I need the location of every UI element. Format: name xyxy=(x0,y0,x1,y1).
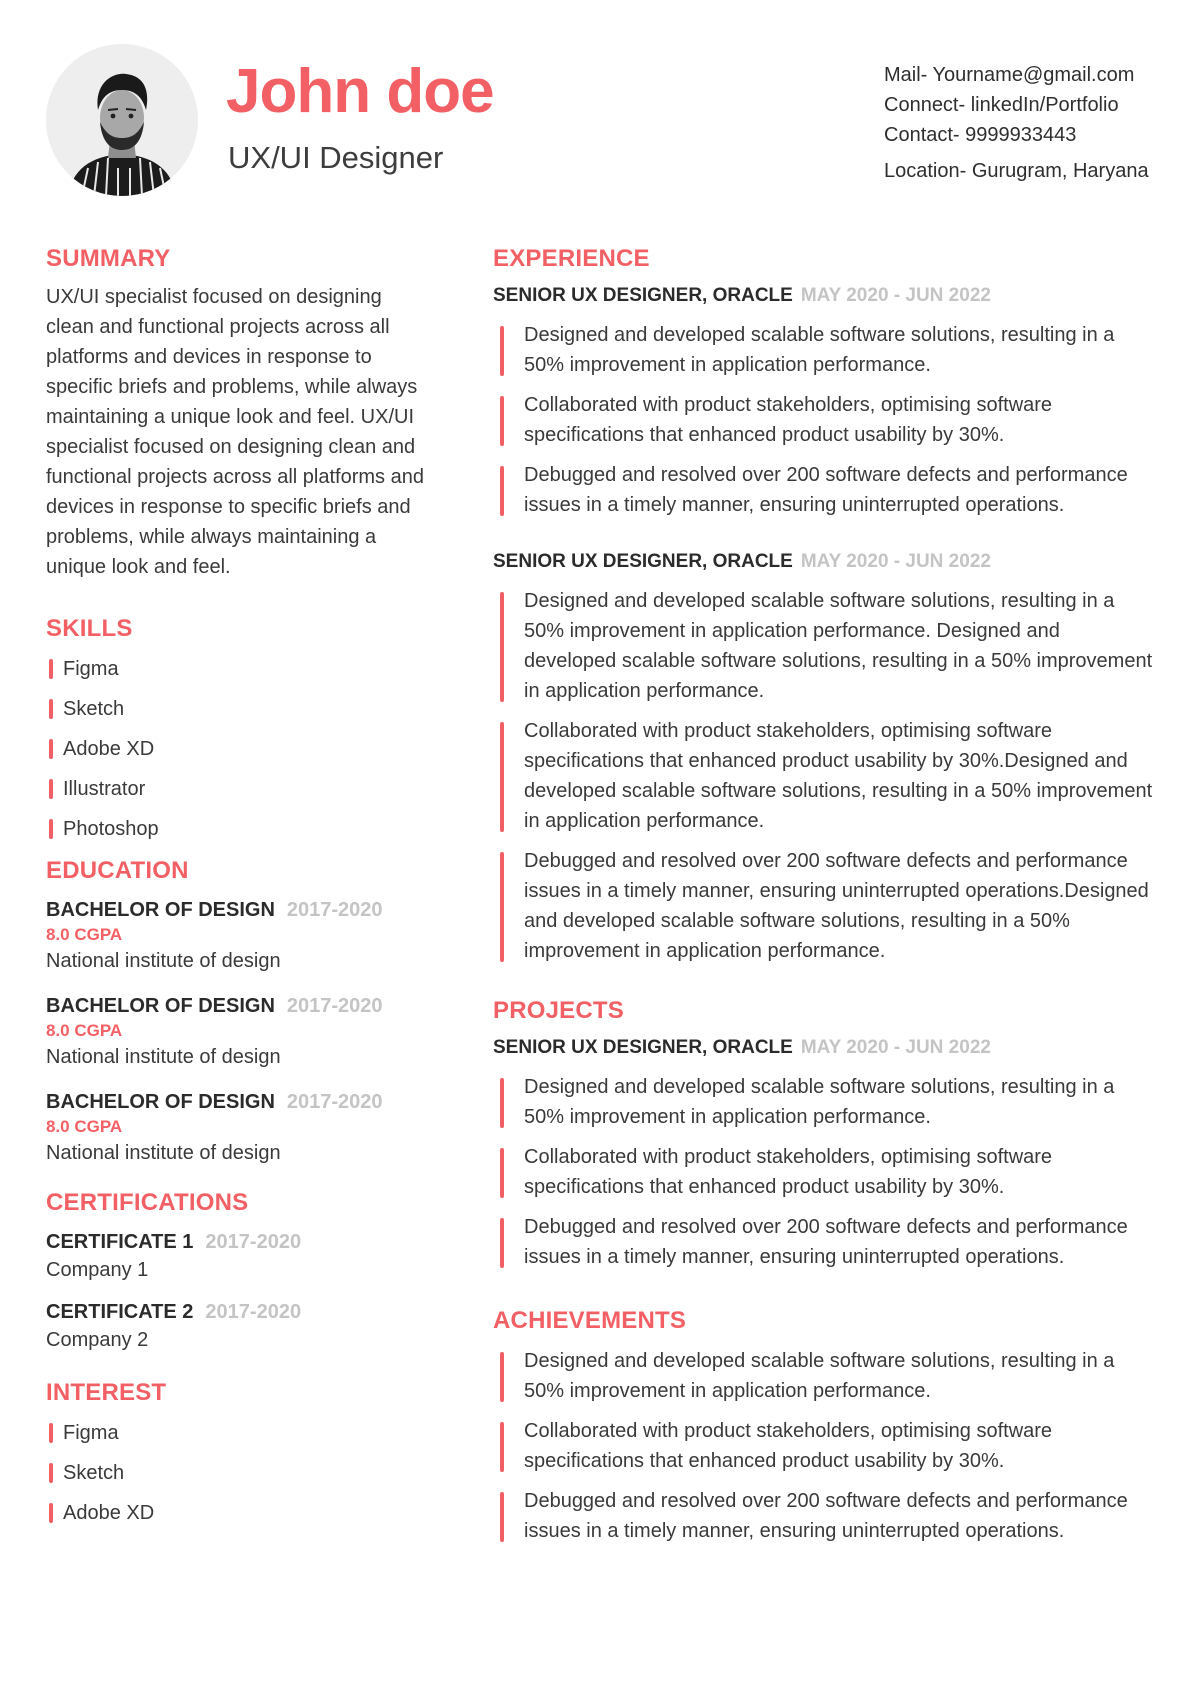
skill-label: Adobe XD xyxy=(63,737,155,760)
candidate-name: John doe xyxy=(226,57,494,126)
bullet-text: Designed and developed scalable software solutions, resulting in a 50% improvement in application performance. xyxy=(524,324,1115,376)
experience-job xyxy=(493,548,1153,966)
education-item xyxy=(46,992,426,1072)
interest-label: Adobe XD xyxy=(63,1501,155,1524)
skill-label: Illustrator xyxy=(63,777,146,800)
education-item xyxy=(46,1088,426,1168)
degree-cgpa: 8.0 CGPA xyxy=(46,1117,123,1136)
education-item xyxy=(46,896,426,976)
experience-section xyxy=(493,244,1153,966)
skill-item xyxy=(46,734,426,764)
certificate-name: CERTIFICATE 1 xyxy=(46,1231,194,1253)
bullet-bar-icon xyxy=(49,1463,53,1483)
project-heading xyxy=(493,1034,1153,1062)
bullet-bar-icon xyxy=(500,722,504,832)
achievements-title: ACHIEVEMENTS xyxy=(493,1307,687,1334)
bullet-bar-icon xyxy=(49,1423,53,1443)
interest-label: Figma xyxy=(63,1421,119,1444)
job-bullet xyxy=(493,460,1153,520)
right-column xyxy=(493,244,1153,1546)
contact-location: Location- Gurugram, Haryana xyxy=(884,160,1149,182)
interest-list xyxy=(46,1418,426,1528)
degree-years: 2017-2020 xyxy=(286,899,383,921)
job-title: SENIOR UX DESIGNER, ORACLE xyxy=(493,551,793,572)
left-column xyxy=(46,244,426,1538)
interest-label: Sketch xyxy=(63,1461,125,1484)
bullet-text: Designed and developed scalable software solutions, resulting in a 50% improvement in application performance. Designed and developed scalable software solutions, resulting in a 50% improvement in application performance. xyxy=(524,590,1153,702)
interest-item xyxy=(46,1498,426,1528)
bullet-text: Collaborated with product stakeholders, optimising software specifications that enhanced product usability by 30%. xyxy=(524,394,1053,446)
certificate-heading xyxy=(46,1298,426,1326)
certificate-name: CERTIFICATE 2 xyxy=(46,1301,194,1323)
contact-mail: Mail- Yourname@gmail.com xyxy=(884,64,1135,86)
bullet-bar-icon xyxy=(49,1503,53,1523)
contact-block xyxy=(884,60,1149,186)
skill-label: Figma xyxy=(63,657,119,680)
projects-title: PROJECTS xyxy=(493,997,624,1024)
bullet-text: Designed and developed scalable software solutions, resulting in a 50% improvement in application performance. xyxy=(524,1076,1115,1128)
summary-text: UX/UI specialist focused on designing clean and functional projects across all platforms and devices in response to specific briefs and problems, while always maintaining a unique look and feel. UX/UI specialist focused on designing clean and functional projects across all platforms and devices in response to specific briefs and problems, while always maintaining a unique look and feel. xyxy=(46,286,424,578)
project-bullet xyxy=(493,1072,1153,1132)
certifications-title: CERTIFICATIONS xyxy=(46,1189,249,1216)
degree-name: BACHELOR OF DESIGN xyxy=(46,995,275,1017)
bullet-bar-icon xyxy=(500,1492,504,1542)
job-heading xyxy=(493,282,1153,310)
bullet-bar-icon xyxy=(500,1422,504,1472)
project-bullet xyxy=(493,1142,1153,1202)
bullet-bar-icon xyxy=(500,1352,504,1402)
bullet-bar-icon xyxy=(49,699,53,719)
interest-item xyxy=(46,1418,426,1448)
resume-header xyxy=(0,0,1190,220)
bullet-text: Debugged and resolved over 200 software defects and performance issues in a timely manner, ensuring uninterrupted operations. xyxy=(524,1216,1128,1268)
bullet-bar-icon xyxy=(500,852,504,962)
achievement-bullet xyxy=(493,1416,1153,1476)
job-bullet xyxy=(493,716,1153,836)
contact-phone: Contact- 9999933443 xyxy=(884,124,1077,146)
bullet-bar-icon xyxy=(49,739,53,759)
job-bullet xyxy=(493,320,1153,380)
job-bullet xyxy=(493,846,1153,966)
degree-institute: National institute of design xyxy=(46,950,281,972)
projects-section xyxy=(493,996,1153,1272)
education-section xyxy=(46,856,426,1168)
skill-item xyxy=(46,814,426,844)
skills-title: SKILLS xyxy=(46,615,133,642)
skill-label: Sketch xyxy=(63,697,125,720)
job-title: SENIOR UX DESIGNER, ORACLE xyxy=(493,285,793,306)
skills-list xyxy=(46,654,426,844)
job-bullet xyxy=(493,390,1153,450)
certificate-years: 2017-2020 xyxy=(205,1301,302,1323)
project-dates: MAY 2020 - JUN 2022 xyxy=(800,1037,991,1058)
certification-item xyxy=(46,1298,426,1354)
education-title: EDUCATION xyxy=(46,857,189,884)
skill-item xyxy=(46,774,426,804)
degree-institute: National institute of design xyxy=(46,1046,281,1068)
job-dates: MAY 2020 - JUN 2022 xyxy=(800,551,991,572)
skill-item xyxy=(46,694,426,724)
bullet-text: Debugged and resolved over 200 software defects and performance issues in a timely manner, ensuring uninterrupted operations. xyxy=(524,464,1128,516)
experience-title: EXPERIENCE xyxy=(493,245,650,272)
degree-institute: National institute of design xyxy=(46,1142,281,1164)
bullet-bar-icon xyxy=(49,779,53,799)
skill-item xyxy=(46,654,426,684)
certificate-company: Company 2 xyxy=(46,1329,149,1351)
interest-section xyxy=(46,1378,426,1528)
achievements-section xyxy=(493,1306,1153,1546)
degree-name: BACHELOR OF DESIGN xyxy=(46,1091,275,1113)
interest-title: INTEREST xyxy=(46,1379,167,1406)
bullet-bar-icon xyxy=(500,396,504,446)
bullet-text: Collaborated with product stakeholders, optimising software specifications that enhanced product usability by 30%. xyxy=(524,1146,1053,1198)
certificate-years: 2017-2020 xyxy=(205,1231,302,1253)
bullet-bar-icon xyxy=(500,1218,504,1268)
education-heading xyxy=(46,992,426,1020)
education-list xyxy=(46,896,426,1168)
job-dates: MAY 2020 - JUN 2022 xyxy=(800,285,991,306)
project-title: SENIOR UX DESIGNER, ORACLE xyxy=(493,1037,793,1058)
job-heading xyxy=(493,548,1153,576)
degree-years: 2017-2020 xyxy=(286,995,383,1017)
degree-years: 2017-2020 xyxy=(286,1091,383,1113)
degree-cgpa: 8.0 CGPA xyxy=(46,1021,123,1040)
achievement-bullet xyxy=(493,1486,1153,1546)
certification-item xyxy=(46,1228,426,1284)
bullet-text: Debugged and resolved over 200 software defects and performance issues in a timely manner, ensuring uninterrupted operations. xyxy=(524,1490,1128,1542)
bullet-bar-icon xyxy=(500,1078,504,1128)
bullet-text: Collaborated with product stakeholders, optimising software specifications that enhanced product usability by 30%.Designed and developed scalable software solutions, resulting in a 50% improvement in application performance. xyxy=(524,720,1153,832)
job-bullet xyxy=(493,586,1153,706)
achievement-bullet xyxy=(493,1346,1153,1406)
bullet-bar-icon xyxy=(49,659,53,679)
bullet-bar-icon xyxy=(500,466,504,516)
degree-name: BACHELOR OF DESIGN xyxy=(46,899,275,921)
project-bullet xyxy=(493,1212,1153,1272)
bullet-bar-icon xyxy=(500,326,504,376)
contact-connect: Connect- linkedIn/Portfolio xyxy=(884,94,1119,116)
education-heading xyxy=(46,896,426,924)
profile-photo xyxy=(46,44,198,196)
bullet-text: Collaborated with product stakeholders, optimising software specifications that enhanced product usability by 30%. xyxy=(524,1420,1053,1472)
experience-job xyxy=(493,282,1153,520)
certificate-company: Company 1 xyxy=(46,1259,149,1281)
bullet-bar-icon xyxy=(49,819,53,839)
bullet-text: Designed and developed scalable software solutions, resulting in a 50% improvement in application performance. xyxy=(524,1350,1115,1402)
bullet-bar-icon xyxy=(500,592,504,702)
summary-section xyxy=(46,244,426,582)
certificate-heading xyxy=(46,1228,426,1256)
summary-title: SUMMARY xyxy=(46,245,171,272)
bullet-bar-icon xyxy=(500,1148,504,1198)
person-portrait-icon xyxy=(46,44,198,196)
degree-cgpa: 8.0 CGPA xyxy=(46,925,123,944)
skills-section xyxy=(46,614,426,844)
education-heading xyxy=(46,1088,426,1116)
interest-item xyxy=(46,1458,426,1488)
certifications-section xyxy=(46,1188,426,1354)
bullet-text: Debugged and resolved over 200 software defects and performance issues in a timely manner, ensuring uninterrupted operations.Designed and developed scalable software solutions, resulting in a 50% improvement in application performance. xyxy=(524,850,1149,962)
candidate-role: UX/UI Designer xyxy=(228,140,444,175)
skill-label: Photoshop xyxy=(63,817,159,840)
